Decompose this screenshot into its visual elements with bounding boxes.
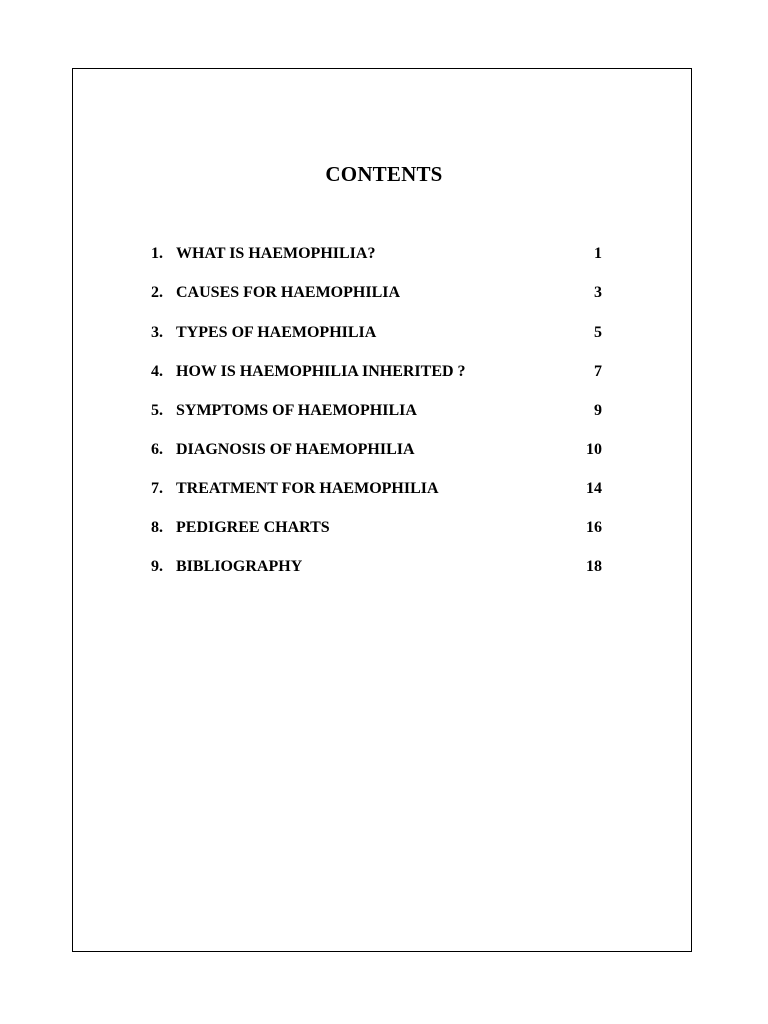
toc-entry-title: BIBLIOGRAPHY [176,558,303,575]
toc-entry-number: 4. [151,363,163,380]
toc-entry-page: 3 [594,284,602,301]
toc-entry [0,361,768,383]
toc-entry [0,282,768,304]
toc-entry [0,517,768,539]
toc-entry-number: 8. [151,519,163,536]
contents-title: CONTENTS [325,162,443,186]
toc-entry-page: 5 [594,324,602,341]
toc-entry [0,322,768,344]
toc-entry-page: 9 [594,402,602,419]
toc-entry [0,400,768,422]
toc-entry-number: 9. [151,558,163,575]
toc-entry-page: 16 [586,519,602,536]
toc-entry-title: WHAT IS HAEMOPHILIA? [176,245,376,262]
toc-entry-page: 18 [586,558,602,575]
toc-entry-page: 7 [594,363,602,380]
toc-entry-number: 3. [151,324,163,341]
toc-entry-page: 10 [586,441,602,458]
toc-entry-number: 6. [151,441,163,458]
toc-entry [0,439,768,461]
toc-entry-number: 7. [151,480,163,497]
toc-entry [0,556,768,578]
toc-entry-title: DIAGNOSIS OF HAEMOPHILIA [176,441,415,458]
toc-entry [0,243,768,265]
toc-entry-title: TREATMENT FOR HAEMOPHILIA [176,480,439,497]
toc-entry-number: 5. [151,402,163,419]
toc-entry-title: CAUSES FOR HAEMOPHILIA [176,284,401,301]
toc-entry [0,478,768,500]
toc-entry-title: PEDIGREE CHARTS [176,519,330,536]
toc-entry-title: SYMPTOMS OF HAEMOPHILIA [176,402,417,419]
toc-entry-page: 14 [586,480,602,497]
toc-entry-number: 1. [151,245,163,262]
toc-entry-title: TYPES OF HAEMOPHILIA [176,324,377,341]
toc-entry-number: 2. [151,284,163,301]
toc-entry-title: HOW IS HAEMOPHILIA INHERITED ? [176,363,466,380]
toc-entry-page: 1 [594,245,602,262]
